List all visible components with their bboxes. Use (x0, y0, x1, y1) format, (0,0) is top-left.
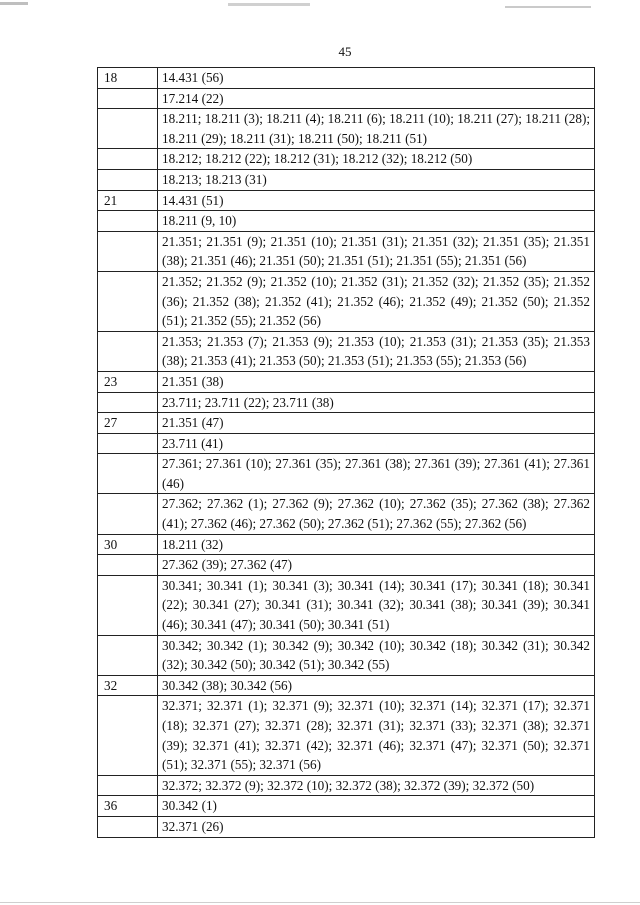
scan-artifact (228, 3, 310, 6)
table-row (98, 109, 595, 149)
codes-cell: 30.341; 30.341 (1); 30.341 (3); 30.341 (14); 30.341 (17); 30.341 (18); 30.341 (22); 30.341 (27); 30.341 (31); 30.341 (32); 30.341 (38); 30.341 (39); 30.341 (46); 30.341 (47); 30.341 (50); 30.341 (51) (158, 575, 595, 635)
codes-cell: 32.372; 32.372 (9); 32.372 (10); 32.372 (38); 32.372 (39); 32.372 (50) (158, 775, 595, 796)
table-row (98, 190, 595, 211)
codes-cell: 21.353; 21.353 (7); 21.353 (9); 21.353 (10); 21.353 (31); 21.353 (35); 21.353 (38); 21.353 (41); 21.353 (50); 21.353 (51); 21.353 (55); 21.353 (56) (158, 331, 595, 371)
codes-cell: 18.211; 18.211 (3); 18.211 (4); 18.211 (6); 18.211 (10); 18.211 (27); 18.211 (28); 18.211 (29); 18.211 (31); 18.211 (50); 18.211 (51) (158, 109, 595, 149)
table-row (98, 68, 595, 89)
group-code-continuation (98, 211, 158, 232)
codes-cell: 18.211 (32) (158, 534, 595, 555)
table-row (98, 169, 595, 190)
scan-artifact (0, 2, 28, 5)
group-code-continuation (98, 169, 158, 190)
table-row (98, 555, 595, 576)
codes-cell: 30.342 (1) (158, 796, 595, 817)
table-row (98, 392, 595, 413)
codes-cell: 18.211 (9, 10) (158, 211, 595, 232)
codes-cell: 30.342; 30.342 (1); 30.342 (9); 30.342 (10); 30.342 (18); 30.342 (31); 30.342 (32); 30.342 (50); 30.342 (51); 30.342 (55) (158, 635, 595, 675)
codes-cell: 21.351; 21.351 (9); 21.351 (10); 21.351 (31); 21.351 (32); 21.351 (35); 21.351 (38); 21.351 (46); 21.351 (50); 21.351 (51); 21.351 (55); 21.351 (56) (158, 231, 595, 271)
codes-cell: 23.711 (41) (158, 433, 595, 454)
table-row (98, 816, 595, 837)
table-row (98, 149, 595, 170)
group-code: 21 (98, 190, 158, 211)
group-code-continuation (98, 494, 158, 534)
codes-cell: 21.351 (47) (158, 413, 595, 434)
group-code: 32 (98, 675, 158, 696)
table-row (98, 331, 595, 371)
page-bottom-edge (0, 902, 640, 903)
table-row (98, 575, 595, 635)
group-code-continuation (98, 816, 158, 837)
codes-cell: 14.431 (56) (158, 68, 595, 89)
table-row (98, 696, 595, 775)
table-row (98, 796, 595, 817)
codes-cell: 27.361; 27.361 (10); 27.361 (35); 27.361 (38); 27.361 (39); 27.361 (41); 27.361 (46) (158, 454, 595, 494)
group-code-continuation (98, 88, 158, 109)
codes-cell: 32.371; 32.371 (1); 32.371 (9); 32.371 (10); 32.371 (14); 32.371 (17); 32.371 (18); 32.371 (27); 32.371 (28); 32.371 (31); 32.371 (33); 32.371 (38); 32.371 (39); 32.371 (41); 32.371 (42); 32.371 (46); 32.371 (47); 32.371 (50); 32.371 (51); 32.371 (55); 32.371 (56) (158, 696, 595, 775)
table-row (98, 454, 595, 494)
table-body (98, 68, 595, 838)
group-code-continuation (98, 775, 158, 796)
table-row (98, 635, 595, 675)
group-code-continuation (98, 392, 158, 413)
classification-table (97, 67, 595, 838)
table-row (98, 231, 595, 271)
group-code-continuation (98, 331, 158, 371)
group-code: 30 (98, 534, 158, 555)
group-code-continuation (98, 109, 158, 149)
group-code-continuation (98, 433, 158, 454)
table-row (98, 88, 595, 109)
codes-cell: 21.351 (38) (158, 371, 595, 392)
scan-artifact (505, 6, 591, 8)
group-code-continuation (98, 149, 158, 170)
codes-cell: 23.711; 23.711 (22); 23.711 (38) (158, 392, 595, 413)
codes-cell: 27.362 (39); 27.362 (47) (158, 555, 595, 576)
table-row (98, 371, 595, 392)
table-row (98, 534, 595, 555)
group-code-continuation (98, 231, 158, 271)
codes-cell: 17.214 (22) (158, 88, 595, 109)
codes-cell: 18.213; 18.213 (31) (158, 169, 595, 190)
group-code: 23 (98, 371, 158, 392)
group-code-continuation (98, 635, 158, 675)
codes-cell: 32.371 (26) (158, 816, 595, 837)
codes-cell: 14.431 (51) (158, 190, 595, 211)
group-code: 18 (98, 68, 158, 89)
page-number: 45 (338, 44, 352, 59)
group-code: 27 (98, 413, 158, 434)
group-code-continuation (98, 555, 158, 576)
group-code-continuation (98, 454, 158, 494)
table-row (98, 271, 595, 331)
codes-cell: 18.212; 18.212 (22); 18.212 (31); 18.212 (32); 18.212 (50) (158, 149, 595, 170)
group-code-continuation (98, 575, 158, 635)
codes-cell: 30.342 (38); 30.342 (56) (158, 675, 595, 696)
group-code: 36 (98, 796, 158, 817)
table-row (98, 675, 595, 696)
table-row (98, 494, 595, 534)
codes-cell: 21.352; 21.352 (9); 21.352 (10); 21.352 (31); 21.352 (32); 21.352 (35); 21.352 (36); 21.352 (38); 21.352 (41); 21.352 (46); 21.352 (49); 21.352 (50); 21.352 (51); 21.352 (55); 21.352 (56) (158, 271, 595, 331)
group-code-continuation (98, 271, 158, 331)
group-code-continuation (98, 696, 158, 775)
table-row (98, 433, 595, 454)
codes-cell: 27.362; 27.362 (1); 27.362 (9); 27.362 (10); 27.362 (35); 27.362 (38); 27.362 (41); 27.362 (46); 27.362 (50); 27.362 (51); 27.362 (55); 27.362 (56) (158, 494, 595, 534)
table-row (98, 775, 595, 796)
table-row (98, 413, 595, 434)
table-row (98, 211, 595, 232)
